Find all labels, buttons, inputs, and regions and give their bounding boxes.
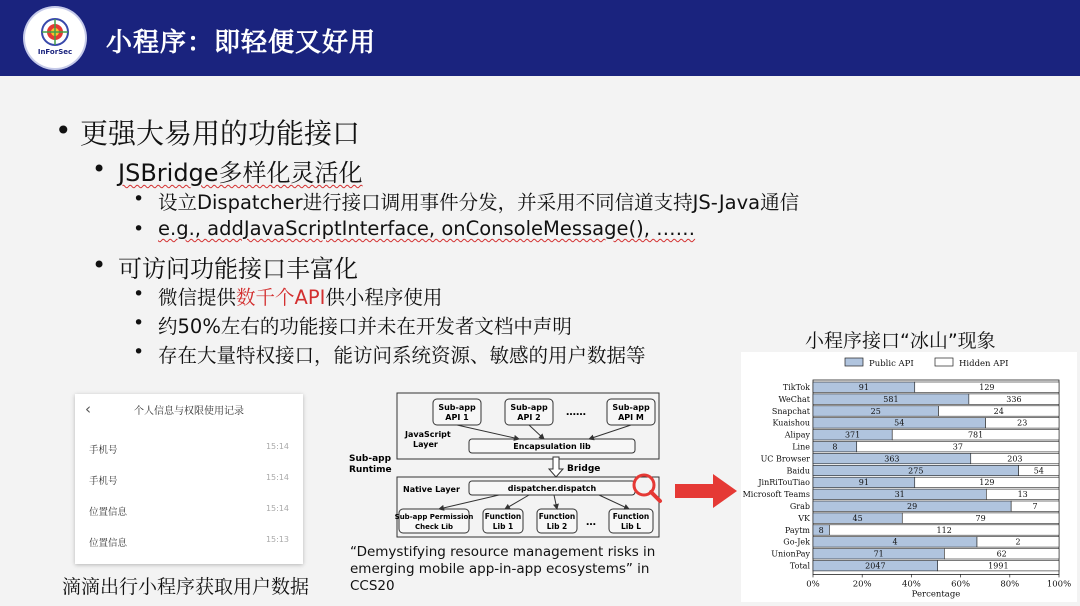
subapp-ellipsis: …… bbox=[566, 407, 586, 418]
func-permission-line2: Check Lib bbox=[415, 523, 453, 531]
data-label-hidden: 23 bbox=[1017, 418, 1028, 428]
row-time: 15:14 bbox=[265, 473, 289, 482]
data-label-public: 91 bbox=[858, 383, 869, 392]
category-label: Baidu bbox=[786, 466, 810, 476]
func-libl-line2: Lib L bbox=[620, 522, 642, 531]
runtime-line1: Sub-app bbox=[349, 454, 392, 464]
data-label-hidden: 336 bbox=[1006, 394, 1022, 404]
category-label: WeChat bbox=[778, 394, 810, 404]
bullet-example-apis: e.g., addJavaScriptInterface, onConsoleMessage(), …… bbox=[158, 217, 696, 240]
data-label-hidden: 79 bbox=[975, 513, 986, 523]
func-libl-line1: Function bbox=[612, 512, 650, 521]
category-label: Grab bbox=[789, 502, 810, 511]
category-label: Total bbox=[789, 561, 810, 571]
data-label-hidden: 129 bbox=[979, 478, 995, 488]
data-label-public: 275 bbox=[908, 466, 924, 476]
data-label-public: 4 bbox=[892, 537, 898, 547]
data-label-public: 25 bbox=[870, 406, 881, 416]
func-lib1-line2: Lib 1 bbox=[492, 522, 514, 531]
x-tick-label: 100% bbox=[1046, 579, 1072, 590]
category-label: Paytm bbox=[784, 525, 810, 535]
bullet-dot: • bbox=[92, 155, 107, 183]
legend-label-public: Public API bbox=[869, 359, 914, 369]
func-lib2-line1: Function bbox=[538, 512, 576, 521]
data-label-hidden: 129 bbox=[979, 383, 995, 392]
bullet-dot: • bbox=[133, 218, 145, 240]
category-label: TikTok bbox=[782, 383, 810, 392]
data-label-public: 363 bbox=[884, 454, 900, 464]
category-label: Alipay bbox=[784, 430, 810, 440]
x-tick-label: 60% bbox=[951, 579, 971, 590]
data-label-public: 54 bbox=[894, 418, 905, 428]
x-tick-label: 40% bbox=[901, 579, 921, 590]
data-label-hidden: 37 bbox=[952, 442, 963, 452]
didi-screenshot bbox=[75, 394, 303, 564]
bullet-dot: • bbox=[133, 283, 145, 305]
category-label: Snapchat bbox=[771, 406, 810, 416]
data-label-hidden: 2 bbox=[1015, 537, 1021, 547]
row-time: 15:14 bbox=[265, 504, 289, 513]
row-label: 位置信息 bbox=[89, 538, 128, 549]
data-label-hidden: 62 bbox=[996, 549, 1007, 559]
category-label: UC Browser bbox=[760, 454, 810, 464]
data-label-public: 29 bbox=[906, 502, 918, 511]
wechat-apis-post: 供小程序使用 bbox=[325, 286, 443, 309]
data-label-hidden: 7 bbox=[1032, 502, 1038, 511]
api-iceberg-chart bbox=[741, 352, 1077, 602]
subapp-api-1-line1: Sub-app bbox=[438, 403, 476, 412]
legend-swatch-hidden bbox=[935, 358, 953, 366]
data-label-hidden: 54 bbox=[1033, 466, 1044, 476]
func-ellipsis: … bbox=[586, 517, 596, 528]
bullet-wechat-apis bbox=[158, 282, 442, 310]
chart-title: 小程序接口“冰山”现象 bbox=[805, 330, 996, 352]
chart-svg bbox=[741, 352, 1077, 602]
subapp-api-m-line2: API M bbox=[618, 413, 644, 422]
func-lib2-line2: Lib 2 bbox=[546, 522, 568, 531]
native-layer-label: Native Layer bbox=[403, 485, 460, 494]
data-label-public: 71 bbox=[873, 549, 884, 559]
bullet-undocumented: 约50%左右的功能接口并未在开发者文档中声明 bbox=[158, 315, 572, 338]
subapp-api-1-line2: API 1 bbox=[445, 413, 469, 422]
logo-text: InForSec bbox=[37, 48, 73, 56]
legend-label-hidden: Hidden API bbox=[959, 359, 1009, 369]
bullet-privileged: 存在大量特权接口，能访问系统资源、敏感的用户数据等 bbox=[158, 344, 646, 367]
row-time: 15:14 bbox=[265, 442, 289, 451]
bullet-dispatcher: 设立Dispatcher进行接口调用事件分发，并采用不同信道支持JS-Java通信 bbox=[158, 191, 800, 214]
func-permission-line1: Sub-app Permission bbox=[394, 513, 474, 521]
logo-mark-icon bbox=[25, 8, 85, 68]
encap-label: Encapsulation lib bbox=[513, 442, 591, 451]
list-item bbox=[89, 504, 289, 518]
data-label-public: 581 bbox=[883, 394, 899, 404]
data-label-hidden: 112 bbox=[936, 525, 952, 535]
bullet-dot: • bbox=[133, 312, 145, 334]
data-label-public: 45 bbox=[852, 513, 863, 523]
legend-swatch-public bbox=[845, 358, 863, 366]
row-label: 位置信息 bbox=[89, 507, 128, 518]
x-axis-label: Percentage bbox=[911, 589, 961, 600]
dispatch-label: dispatcher.dispatch bbox=[507, 484, 597, 493]
category-label: Line bbox=[792, 442, 810, 452]
js-layer-line2: Layer bbox=[413, 440, 438, 449]
page-title: 小程序：即轻便又好用 bbox=[106, 28, 377, 58]
list-item bbox=[89, 535, 289, 549]
citation-text: “Demystifying resource management risks in emerging mobile app-in-app ecosystems” in CCS20 bbox=[350, 544, 656, 594]
data-label-hidden: 1991 bbox=[988, 561, 1009, 571]
row-label: 手机号 bbox=[89, 476, 118, 487]
data-label-hidden: 203 bbox=[1007, 454, 1023, 464]
subapp-api-m-line1: Sub-app bbox=[612, 403, 650, 412]
category-label: Go-Jek bbox=[783, 537, 810, 547]
category-label: VK bbox=[798, 513, 810, 523]
chevron-left-icon: ‹ bbox=[85, 400, 91, 418]
category-label: Microsoft Teams bbox=[742, 490, 810, 500]
x-tick-label: 20% bbox=[852, 579, 872, 590]
subapp-api-2-line1: Sub-app bbox=[510, 403, 548, 412]
x-tick-label: 0% bbox=[806, 579, 820, 590]
func-lib1-line1: Function bbox=[484, 512, 522, 521]
row-label: 手机号 bbox=[89, 445, 118, 456]
data-label-public: 8 bbox=[832, 442, 838, 452]
data-label-public: 31 bbox=[894, 490, 905, 500]
phone-caption: 滴滴出行小程序获取用户数据 bbox=[62, 576, 310, 598]
js-layer-line1: JavaScript bbox=[405, 430, 451, 439]
runtime-line2: Runtime bbox=[349, 465, 392, 475]
wechat-apis-pre: 微信提供 bbox=[158, 286, 237, 309]
bullet-dot: • bbox=[133, 341, 145, 363]
phone-title: 个人信息与权限使用记录 bbox=[134, 406, 244, 417]
data-label-hidden: 24 bbox=[993, 406, 1004, 416]
red-arrow-icon bbox=[675, 474, 737, 508]
category-label: Kuaishou bbox=[772, 418, 810, 428]
subapp-api-2-line2: API 2 bbox=[517, 413, 541, 422]
bullet-rich-apis: 可访问功能接口丰富化 bbox=[118, 255, 358, 283]
list-item bbox=[89, 473, 289, 487]
data-label-public: 371 bbox=[844, 430, 861, 440]
bullet-dot: • bbox=[55, 114, 72, 147]
data-label-hidden: 781 bbox=[967, 430, 984, 440]
architecture-diagram bbox=[349, 391, 663, 539]
bullet-level1-api: 更强大易用的功能接口 bbox=[80, 117, 361, 150]
paper-citation bbox=[350, 544, 680, 595]
wechat-apis-highlight: 数千个API bbox=[236, 286, 326, 309]
data-label-public: 91 bbox=[858, 478, 869, 488]
bullet-dot: • bbox=[92, 251, 107, 279]
header-bar bbox=[0, 0, 1080, 76]
data-label-public: 8 bbox=[818, 525, 824, 535]
data-label-public: 2047 bbox=[865, 561, 886, 571]
row-time: 15:13 bbox=[265, 535, 289, 544]
category-label: JinRiTouTiao bbox=[758, 478, 810, 488]
category-label: UnionPay bbox=[771, 549, 810, 559]
bullet-jsbridge: JSBridge多样化灵活化 bbox=[118, 159, 363, 187]
list-item bbox=[89, 442, 289, 456]
data-label-hidden: 13 bbox=[1017, 490, 1028, 500]
bridge-label: Bridge bbox=[567, 464, 601, 474]
bullet-dot: • bbox=[133, 188, 145, 210]
x-tick-label: 80% bbox=[1000, 579, 1020, 590]
infosec-logo bbox=[25, 8, 85, 68]
